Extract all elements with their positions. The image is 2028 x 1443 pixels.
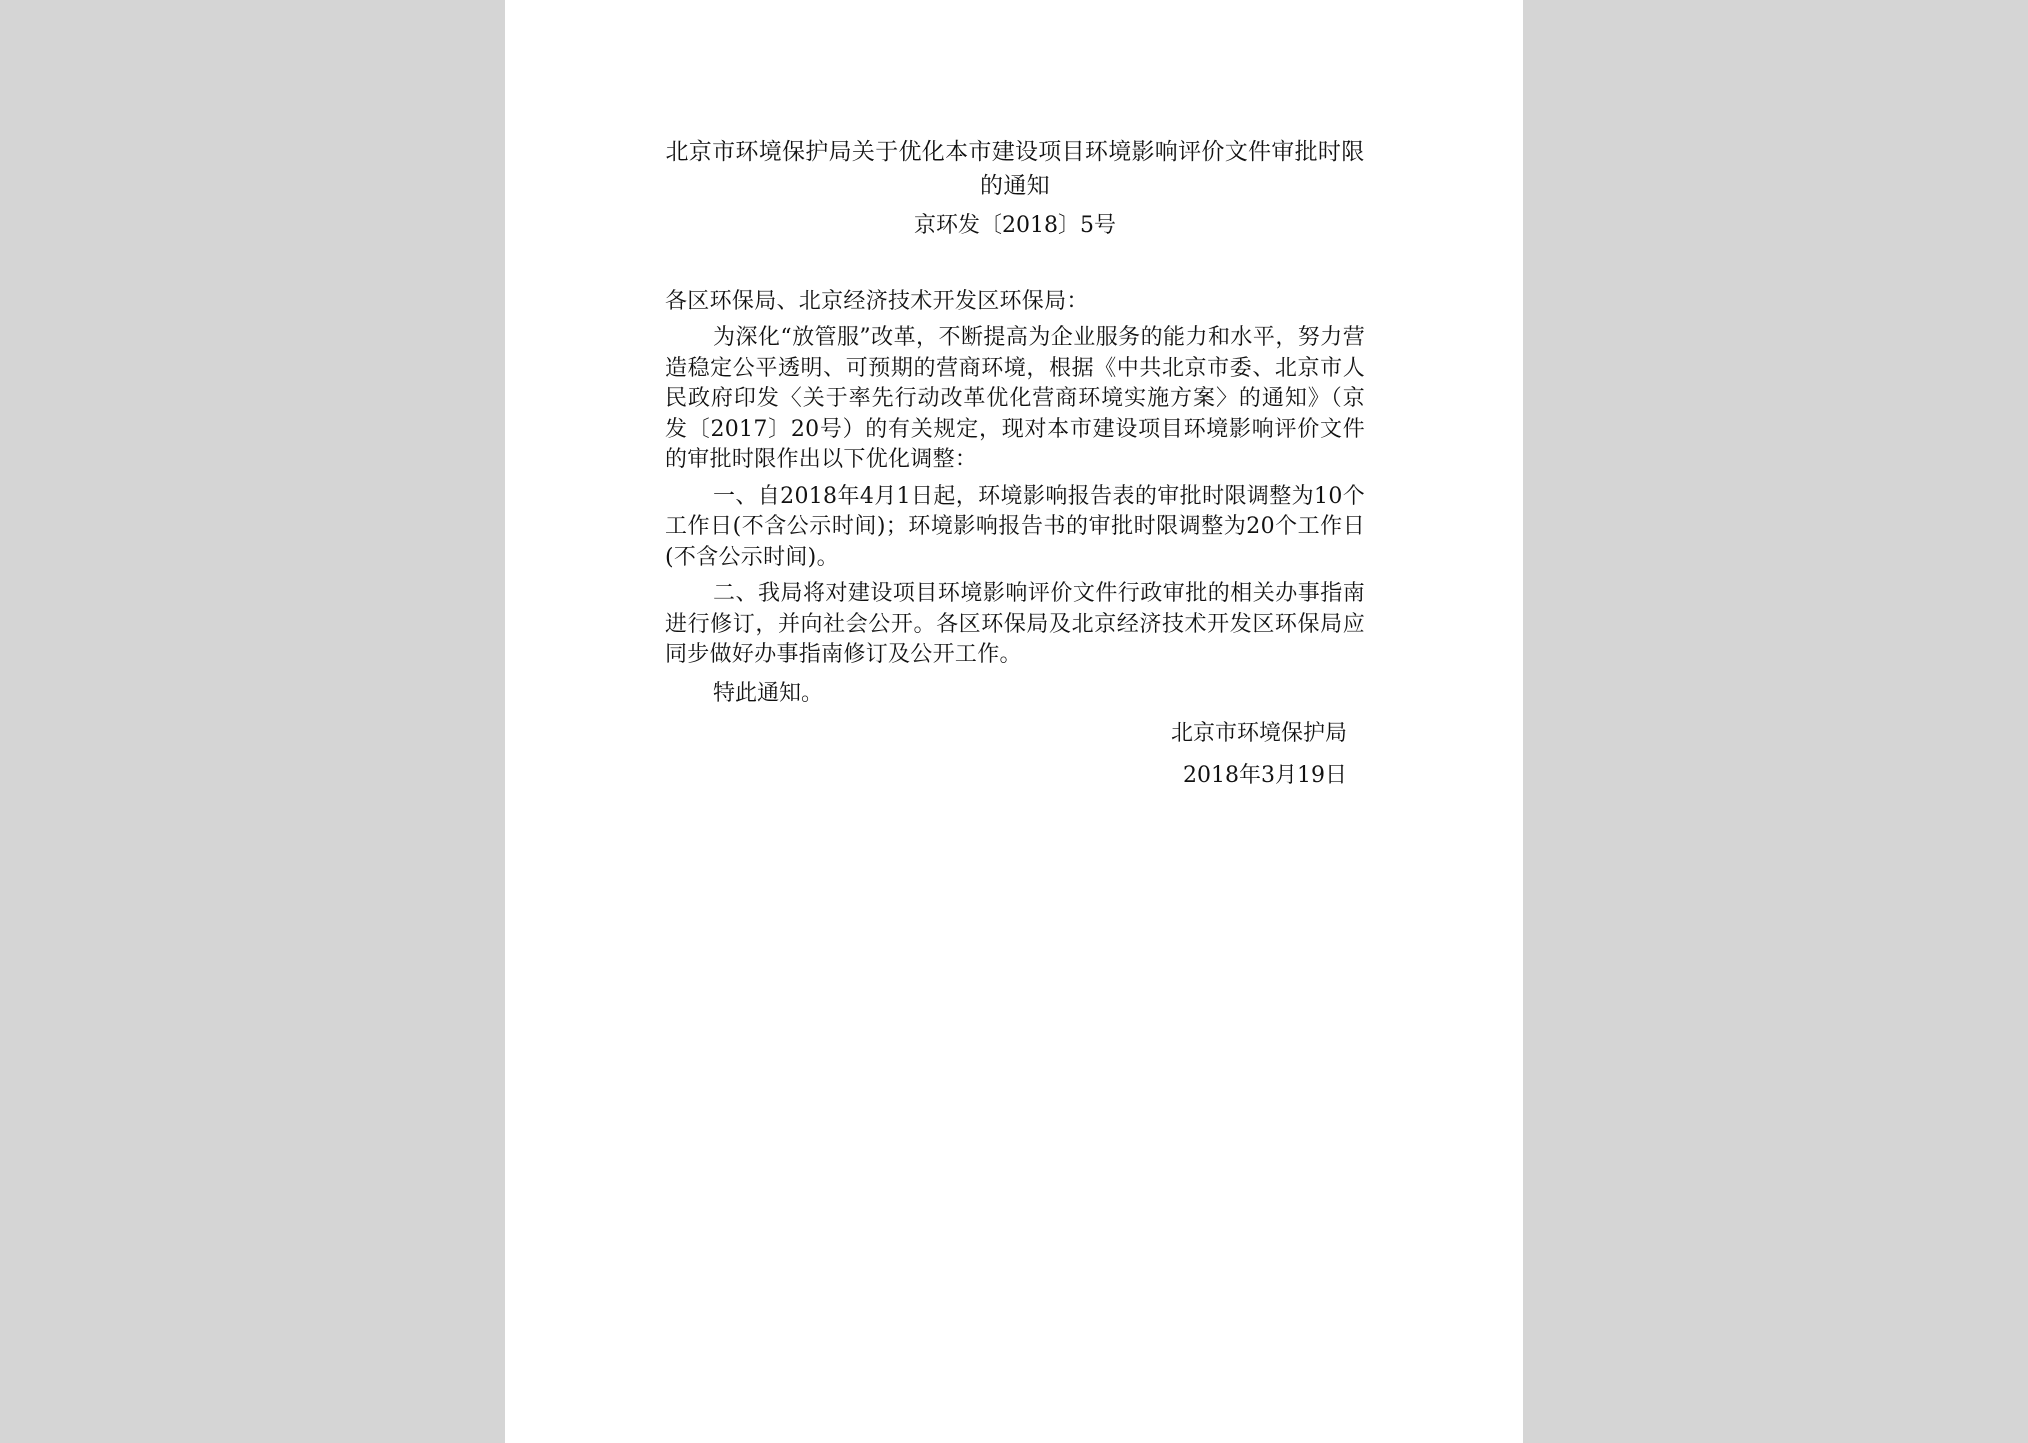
document-page xyxy=(505,0,1523,1443)
paragraph-item-two: 二、我局将对建设项目环境影响评价文件行政审批的相关办事指南进行修订，并向社会公开。各区环保局及北京经济技术开发区环保局应同步做好办事指南修订及公开工作。 xyxy=(665,581,1365,667)
issuer-signature: 北京市环境保护局 xyxy=(1170,720,1347,746)
paragraph-item-one: 一、自2018年4月1日起，环境影响报告表的审批时限调整为10个工作日(不含公示时间)；环境影响报告书的审批时限调整为20个工作日(不含公示时间)。 xyxy=(665,483,1365,570)
closing-line: 特此通知。 xyxy=(713,680,824,706)
issue-date: 2018年3月19日 xyxy=(1183,762,1347,788)
addressee-line: 各区环保局、北京经济技术开发区环保局： xyxy=(665,289,1089,314)
paragraph-intro: 为深化“放管服”改革，不断提高为企业服务的能力和水平，努力营造稳定公平透明、可预期的营商环境，根据《中共北京市委、北京市人民政府印发〈关于率先行动改革优化营商环境实施方案〉的通知》（京发〔2017〕20号）的有关规定，现对本市建设项目环境影响评价文件的审批时限作出以下优化调整： xyxy=(665,325,1365,472)
document-number: 京环发〔2018〕5号 xyxy=(914,213,1116,238)
document-title: 北京市环境保护局关于优化本市建设项目环境影响评价文件审批时限的通知 xyxy=(665,139,1365,199)
document-content xyxy=(665,135,1365,791)
